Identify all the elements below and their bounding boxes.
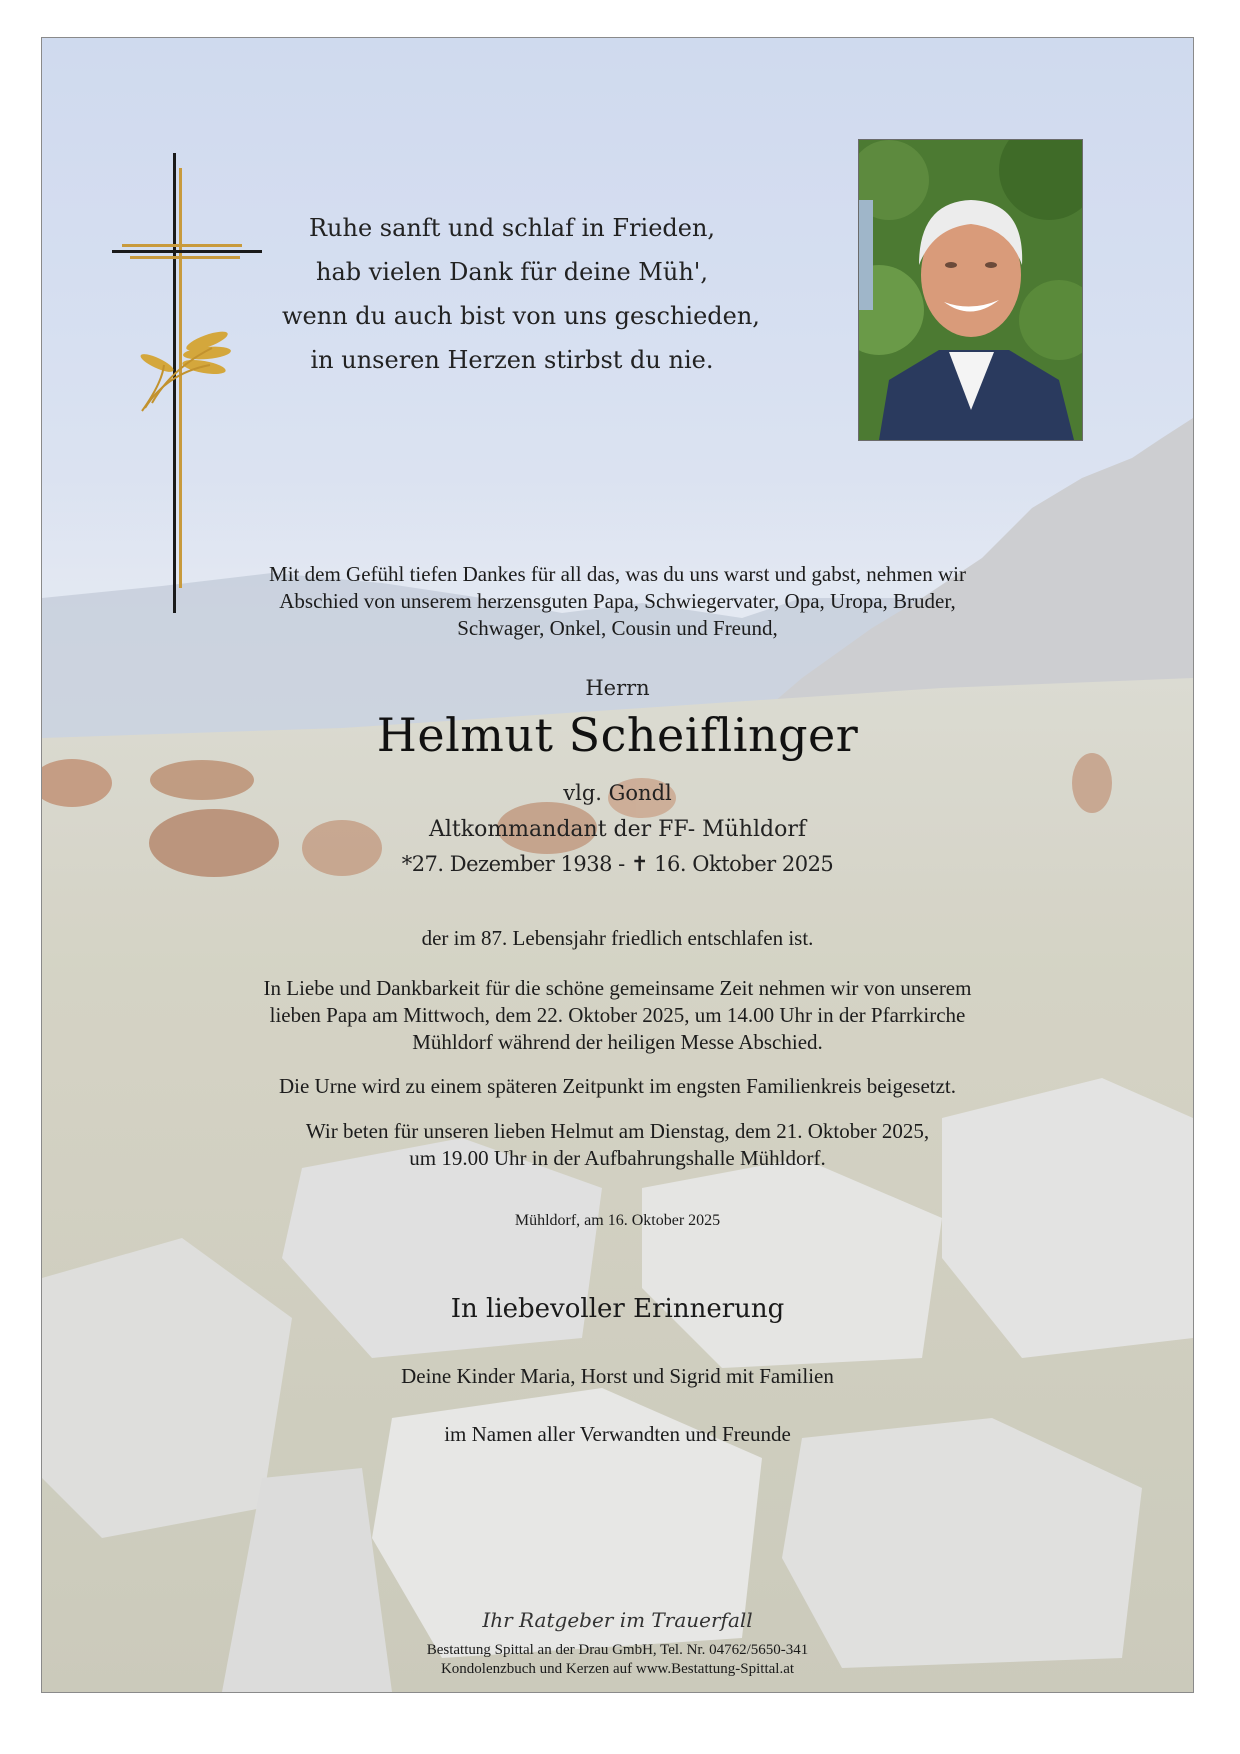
passed-away-line: der im 87. Lebensjahr friedlich entschlafen ist. <box>421 926 814 950</box>
poem-line: hab vielen Dank für deine Müh', <box>315 258 709 286</box>
intro-line: Mit dem Gefühl tiefen Dankes für all das, was du uns warst und gabst, nehmen wir <box>269 562 966 586</box>
portrait-photo <box>858 139 1083 441</box>
poem-line: Ruhe sanft und schlaf in Frieden, <box>308 214 716 242</box>
service-line: In Liebe und Dankbarkeit für die schöne gemeinsame Zeit nehmen wir von unserem <box>263 976 972 1000</box>
obituary-card <box>41 37 1194 1693</box>
service-line: Mühldorf während der heiligen Messe Abschied. <box>412 1030 823 1054</box>
company-line: Bestattung Spittal an der Drau GmbH, Tel. Nr. 04762/5650-341 <box>426 1642 809 1658</box>
salutation: Herrn <box>585 676 650 700</box>
life-dates: *27. Dezember 1938 - ✝ 16. Oktober 2025 <box>401 852 834 876</box>
prayer-line: Wir beten für unseren lieben Helmut am Dienstag, dem 21. Oktober 2025, <box>305 1119 930 1143</box>
website-line: Kondolenzbuch und Kerzen auf www.Bestattung-Spittal.at <box>440 1661 795 1677</box>
vulgo-name: vlg. Gondl <box>563 781 672 805</box>
service-paragraph <box>42 975 1193 1056</box>
intro-paragraph <box>42 561 1193 642</box>
poem <box>282 206 760 382</box>
intro-line: Schwager, Onkel, Cousin und Freund, <box>457 616 778 640</box>
place-date: Mühldorf, am 16. Oktober 2025 <box>514 1212 721 1229</box>
intro-line: Abschied von unserem herzensguten Papa, Schwiegervater, Opa, Uropa, Bruder, <box>279 589 956 613</box>
funeral-home-slogan: Ihr Ratgeber im Trauerfall <box>482 1608 753 1632</box>
urn-notice: Die Urne wird zu einem späteren Zeitpunkt im engsten Familienkreis beigesetzt. <box>278 1074 957 1098</box>
prayer-line: um 19.00 Uhr in der Aufbahrungshalle Mühldorf. <box>409 1146 826 1170</box>
relatives-line: im Namen aller Verwandten und Freunde <box>444 1422 791 1446</box>
funeral-home-contact <box>42 1641 1193 1679</box>
poem-line: in unseren Herzen stirbst du nie. <box>310 346 714 374</box>
deceased-title: Altkommandant der FF- Mühldorf <box>428 817 807 842</box>
cross-with-wheat-icon <box>112 153 272 613</box>
service-line: lieben Papa am Mittwoch, dem 22. Oktober 2025, um 14.00 Uhr in der Pfarrkirche <box>269 1003 966 1027</box>
prayer-paragraph <box>42 1118 1193 1172</box>
family-line: Deine Kinder Maria, Horst und Sigrid mit Familien <box>401 1364 834 1388</box>
poem-line: wenn du auch bist von uns geschieden, <box>282 302 760 330</box>
remembrance-title: In liebevoller Erinnerung <box>450 1294 785 1324</box>
deceased-name: Helmut Scheiflinger <box>376 708 859 762</box>
